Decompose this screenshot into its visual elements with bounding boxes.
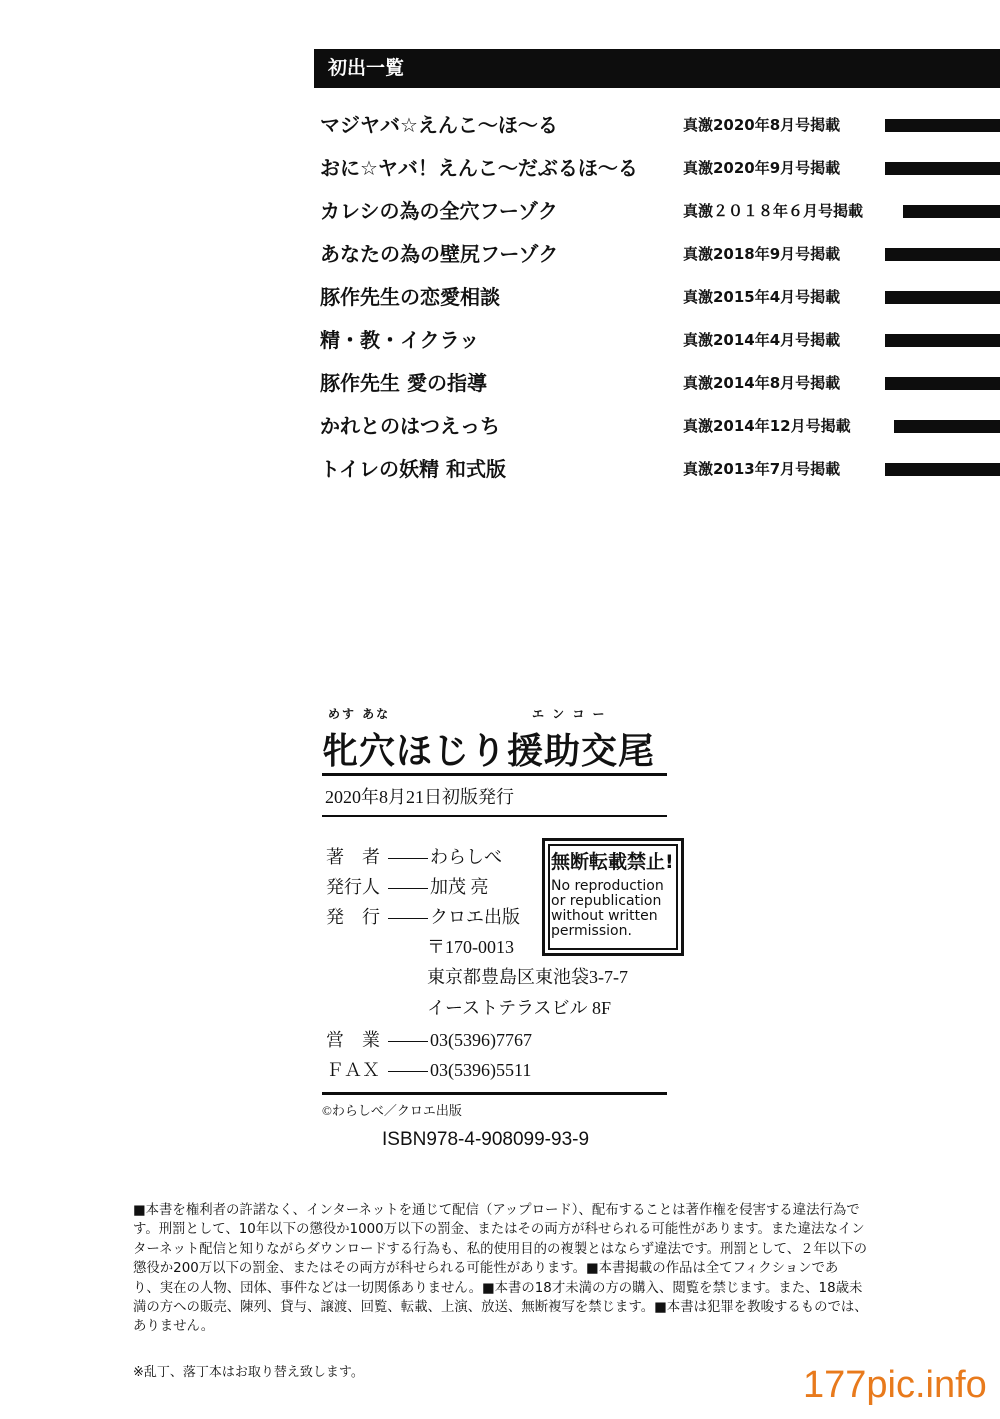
- story-source: 真激2013年7月号掲載: [683, 460, 841, 478]
- contact-label: 営 業: [326, 1030, 380, 1050]
- legal-line: ターネット配信と知りながらダウンロードする行為も、私的使用目的の複製とはならず違法です。刑罰として、２年以下の: [133, 1241, 868, 1257]
- postal-code: 〒170-0013: [427, 937, 514, 957]
- credit-publisher-person: [326, 872, 489, 902]
- book-title: 牝穴ほじり援助交尾: [322, 730, 656, 772]
- contact-fax: [326, 1055, 531, 1085]
- story-source: 真激2015年4月号掲載: [683, 288, 841, 306]
- legal-line: ありません。: [133, 1319, 215, 1335]
- black-bar: [885, 463, 1000, 476]
- story-source: 真激2014年4月号掲載: [683, 331, 841, 349]
- story-source: 真激２０１８年６月号掲載: [683, 202, 864, 220]
- list-item: [320, 323, 1000, 357]
- exchange-notice: ※乱丁、落丁本はお取り替え致します。: [133, 1365, 364, 1380]
- publication-date: 2020年8月21日初版発行: [325, 787, 514, 807]
- list-item: [320, 366, 1000, 400]
- credit-publisher: [326, 902, 520, 932]
- stamp-english: No reproduction or republication without written permission.: [551, 878, 664, 939]
- stamp-japanese: 無断転載禁止!: [551, 851, 674, 873]
- story-source: 真激2018年9月号掲載: [683, 245, 841, 263]
- story-title: 豚作先生の恋愛相談: [320, 285, 500, 309]
- credit-author: [326, 842, 502, 872]
- list-item: [320, 108, 1000, 142]
- list-item: [320, 237, 1000, 271]
- contact-value: 03(5396)7767: [430, 1030, 532, 1050]
- story-title: マジヤバ☆えんこ～ほ～る: [320, 113, 558, 137]
- story-title: 精・教・イクラッ: [320, 328, 480, 352]
- legal-line: す。刑罰として、10年以下の懲役か1000万以下の罰金、またはその両方が科せられる可能性があります。また違法なイン: [133, 1222, 865, 1238]
- legal-line: 満の方への販売、陳列、貸与、譲渡、回覧、転載、上演、放送、無断複写を禁じます。■本書は犯罪を教唆するものでは、: [133, 1300, 868, 1316]
- list-item: [320, 151, 1000, 185]
- legal-line: ■本書を権利者の許諾なく、インターネットを通じて配信（アップロード）、配布することは著作権を侵害する違法行為で: [133, 1203, 860, 1218]
- dash: [388, 918, 428, 919]
- list-item: [320, 409, 1000, 443]
- dash: [388, 858, 428, 859]
- story-title: おに☆ヤバ！えんこ～だぶるほ～る: [320, 156, 638, 180]
- black-bar: [885, 377, 1000, 390]
- address-line: 東京都豊島区東池袋3-7-7: [427, 967, 628, 987]
- story-title: あなたの為の壁尻フーゾク: [320, 242, 559, 266]
- credit-value: クロエ出版: [430, 907, 520, 927]
- divider: [322, 815, 667, 817]
- story-source: 真激2014年8月号掲載: [683, 374, 841, 392]
- black-bar: [885, 248, 1000, 261]
- copyright: ©わらしべ／クロエ出版: [322, 1103, 462, 1118]
- dash: [388, 1041, 428, 1042]
- black-bar: [885, 334, 1000, 347]
- isbn: ISBN978-4-908099-93-9: [382, 1129, 590, 1150]
- story-title: かれとのはつえっち: [320, 414, 500, 438]
- title-ruby: エ ン コ ー: [532, 707, 607, 721]
- legal-notice: [133, 1201, 873, 1337]
- address-building: イーストテラスビル 8F: [427, 998, 612, 1018]
- black-bar: [894, 420, 1000, 433]
- credit-value: 加茂 亮: [430, 877, 489, 897]
- first-appearances-header: 初出一覧: [314, 49, 1000, 88]
- black-bar: [903, 205, 1000, 218]
- story-source: 真激2020年9月号掲載: [683, 159, 841, 177]
- dash: [388, 888, 428, 889]
- legal-line: 懲役か200万以下の罰金、またはその両方が科せられる可能性があります。■本書掲載の作品は全てフィクションであ: [133, 1261, 839, 1277]
- title-ruby: めす あな: [328, 707, 391, 721]
- story-source: 真激2014年12月号掲載: [683, 417, 851, 435]
- divider: [322, 773, 667, 776]
- list-item: [320, 194, 1000, 228]
- black-bar: [885, 162, 1000, 175]
- credit-label: 著 者: [326, 847, 380, 867]
- contact-label: ＦＡＸ: [326, 1060, 380, 1080]
- divider: [322, 1092, 667, 1095]
- story-source: 真激2020年8月号掲載: [683, 116, 841, 134]
- black-bar: [885, 119, 1000, 132]
- list-item: [320, 280, 1000, 314]
- list-item: [320, 452, 1000, 486]
- contact-value: 03(5396)5511: [430, 1060, 532, 1080]
- story-title: 豚作先生 愛の指導: [320, 371, 487, 395]
- story-title: カレシの為の全穴フーゾク: [320, 199, 558, 223]
- no-reproduction-stamp: [542, 838, 684, 956]
- story-title: トイレの妖精 和式版: [320, 457, 506, 481]
- credit-label: 発 行: [326, 907, 380, 927]
- legal-line: り、実在の人物、団体、事件などは一切関係ありません。■本書の18才未満の方の購入、閲覧を禁じます。また、18歳未: [133, 1280, 863, 1296]
- dash: [388, 1071, 428, 1072]
- credit-value: わらしべ: [430, 847, 502, 867]
- watermark: 177pic.info: [803, 1364, 987, 1406]
- contact-sales: [326, 1025, 532, 1055]
- credit-label: 発行人: [326, 877, 380, 897]
- black-bar: [885, 291, 1000, 304]
